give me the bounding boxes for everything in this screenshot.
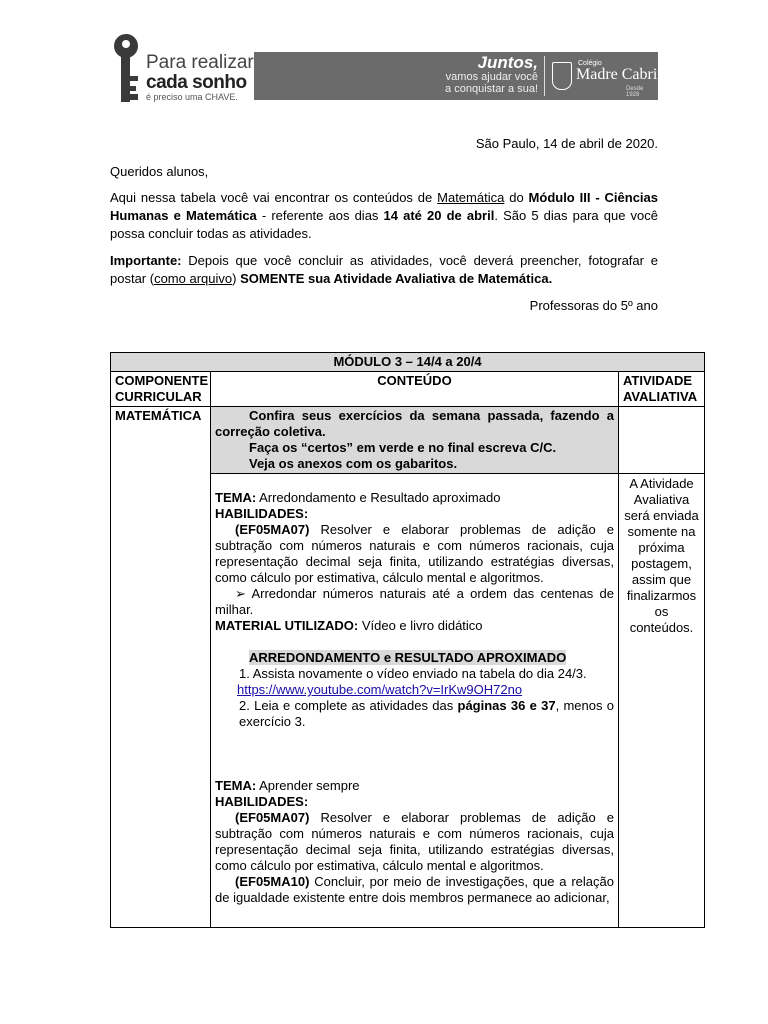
school-label: Colégio <box>578 60 602 67</box>
letter-paragraph-1 <box>110 189 658 243</box>
ef07-code-2: (EF05MA07) <box>235 810 310 825</box>
school-name: Madre Cabrini <box>576 66 670 83</box>
table-title-row <box>111 353 705 372</box>
section-title: ARREDONDAMENTO e RESULTADO APROXIMADO <box>249 650 567 665</box>
ef05ma07-1 <box>215 522 614 586</box>
p1-text-c: - referente aos dias <box>256 208 384 223</box>
video-link[interactable]: https://www.youtube.com/watch?v=IrKw9OH72no <box>237 682 523 697</box>
school-since: Desde 1928 <box>626 86 644 98</box>
school-crest-icon <box>552 62 572 90</box>
brand-line-3: é preciso uma CHAVE. <box>146 92 238 102</box>
p1-module: Módulo III - Ciências Humanas e Matemática <box>110 190 658 223</box>
brand-slogan <box>142 52 252 100</box>
p1-dates: 14 até 20 de abril <box>383 208 495 223</box>
p2-text-a: Depois que você concluir as atividades, você deverá preencher, fotografar e postar ( <box>110 253 658 286</box>
tema-1 <box>215 490 614 506</box>
header-banner <box>108 32 670 108</box>
habilidades-2: HABILIDADES: <box>215 794 309 809</box>
ef10-code: (EF05MA10) <box>235 874 310 889</box>
letter-signature: Professoras do 5º ano <box>529 298 658 313</box>
material-text: Vídeo e livro didático <box>358 618 483 633</box>
ef07-text-2: Resolver e elaborar problemas de adição e subtração com números naturais e com números racionais, cuja representação decimal seja finita, utilizando estratégias diversas, como cálculo por estimativa, cálculo mental e algoritmos. <box>215 810 614 873</box>
p2-label: Importante: <box>110 253 182 268</box>
intro-line-2: Faça os “certos” em verde e no final escreva C/C. <box>249 440 557 455</box>
intro-cell <box>211 407 619 474</box>
item-2-c: , menos o exercício 3. <box>239 698 614 729</box>
p2-text-b: ) <box>232 271 241 286</box>
tema-label-2: TEMA: <box>215 778 257 793</box>
ef10-text: Concluir, por meio de investigações, que a relação de igualdade existente entre dois membros permanece ao adicionar, <box>215 874 614 905</box>
juntos-panel <box>254 52 670 100</box>
habilidades-1: HABILIDADES: <box>215 506 309 521</box>
tema-1-text: Arredondamento e Resultado aproximado <box>256 490 501 505</box>
letter-date: São Paulo, 14 de abril de 2020. <box>475 136 658 151</box>
ef07-text: Resolver e elaborar problemas de adição e subtração com números naturais e com números racionais, cuja representação decimal seja finita, utilizando estratégias diversas, como cálculo por estimativa, cálculo mental e algoritmos. <box>215 522 614 585</box>
empty-cell <box>619 407 705 474</box>
item-2-a: 2. Leia e complete as atividades das <box>239 698 458 713</box>
item-2-pages: páginas 36 e 37 <box>457 698 556 713</box>
header-content: CONTEÚDO <box>211 372 619 407</box>
content-cell <box>211 474 619 928</box>
assessment-cell: A Atividade Avaliativa será enviada somente na próxima postagem, assim que finalizarmos os conteúdos. <box>619 474 705 928</box>
table-header-row <box>111 372 705 407</box>
brand-line-1: Para realizar <box>146 52 254 73</box>
p1-text-b: do <box>504 190 529 205</box>
item-2 <box>215 698 614 730</box>
arredondar-item <box>215 586 614 618</box>
intro-line-1: Confira seus exercícios da semana passada, fazendo a correção coletiva. <box>215 408 614 439</box>
ef05ma10 <box>215 874 614 906</box>
section-title-wrap <box>215 650 614 666</box>
video-link-wrap <box>215 682 614 698</box>
banner-divider <box>544 56 545 96</box>
tema-label: TEMA: <box>215 490 257 505</box>
intro-line-3: Veja os anexos com os gabaritos. <box>249 456 458 471</box>
header-assessment: ATIVIDADE AVALIATIVA <box>619 372 705 407</box>
subject-cell: MATEMÁTICA <box>111 407 211 928</box>
module-table <box>110 352 705 928</box>
tema-2-text: Aprender sempre <box>256 778 360 793</box>
p2-file: como arquivo <box>154 271 233 286</box>
table-row <box>111 407 705 474</box>
letter-paragraph-2 <box>110 252 658 288</box>
material-label: MATERIAL UTILIZADO: <box>215 618 359 633</box>
tema-2 <box>215 778 614 794</box>
letter-greeting: Queridos alunos, <box>110 164 209 179</box>
p1-text-a: Aqui nessa tabela você vai encontrar os conteúdos de <box>110 190 438 205</box>
arredondar-text: Arredondar números naturais até a ordem das centenas de milhar. <box>215 586 614 617</box>
material <box>215 618 614 634</box>
table-title: MÓDULO 3 – 14/4 a 20/4 <box>111 353 705 372</box>
brand-line-2: cada sonho <box>146 72 247 93</box>
juntos-title: Juntos, <box>477 53 538 72</box>
ef07-code: (EF05MA07) <box>235 522 310 537</box>
juntos-line-2: vamos ajudar você <box>445 71 538 83</box>
juntos-line-3: a conquistar a sua! <box>445 83 538 95</box>
p1-text-d: . São 5 dias para que você possa concluir todas as atividades. <box>110 208 659 241</box>
item-1: 1. Assista novamente o vídeo enviado na tabela do dia 24/3. <box>239 666 587 681</box>
p2-text-c: SOMENTE sua Atividade Avaliativa de Matemática. <box>240 271 553 286</box>
arrow-bullet-icon: ➢ <box>235 586 246 601</box>
header-component: COMPONENTE CURRICULAR <box>111 372 211 407</box>
ef05ma07-2 <box>215 810 614 874</box>
p1-subject: Matemática <box>437 190 505 205</box>
